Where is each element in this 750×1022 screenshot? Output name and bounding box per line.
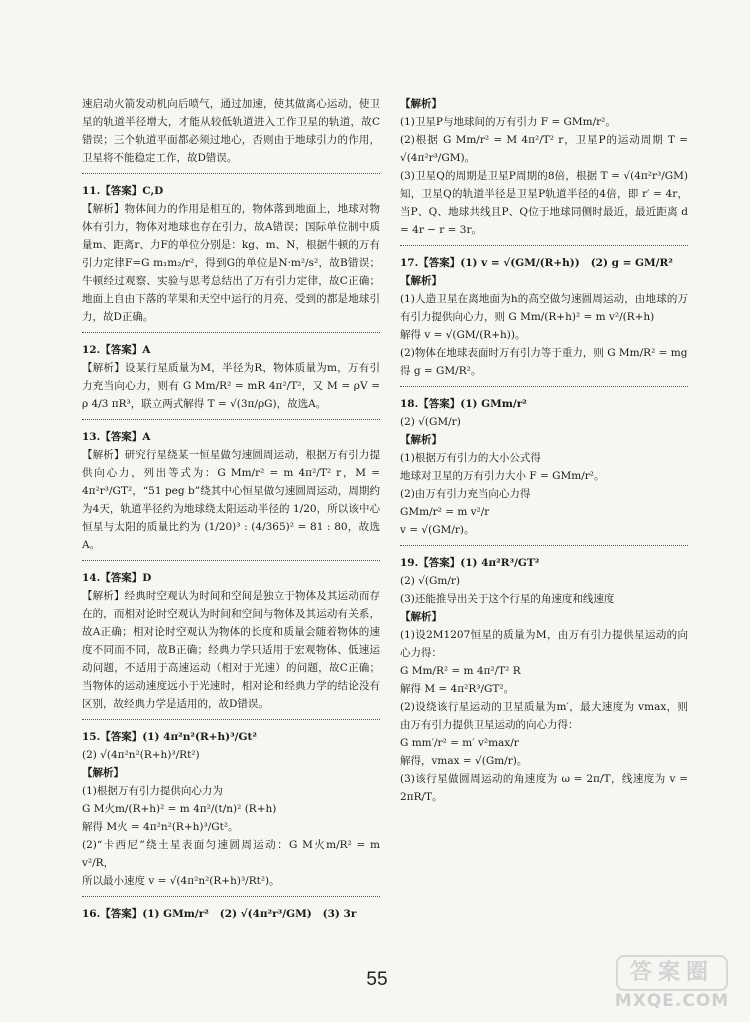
left-block-1	[82, 182, 380, 326]
analysis-heading: 【解析】	[400, 434, 442, 446]
divider	[82, 332, 380, 333]
answer-heading: 17.【答案】(1) v = √(GM/(R+h)) (2) g = GM/R²	[400, 257, 673, 269]
analysis-heading: 【解析】	[400, 98, 442, 110]
divider	[82, 560, 380, 561]
right-column	[400, 95, 692, 806]
formula-line: G Mm/R² = m 4π²/T² R	[400, 665, 521, 677]
answer-text: (3)卫星Q的周期是卫星P周期的8倍，根据 T = √(4π²r³/GM) 知，卫星Q的轨道半径是卫星P轨道半径的4倍，即 r′ = 4r，当P、Q、地球共线且P、Q位于地球同侧时最近，最近距离 d = 4r − r = 3r。	[400, 170, 692, 236]
divider	[82, 719, 380, 720]
left-block-4	[82, 569, 380, 713]
divider	[82, 419, 380, 420]
answer-text: 【解析】经典时空观认为时间和空间是独立于物体及其运动而存在的，而相对论时空观认为时间和空间与物体及其运动有关系，故A正确；相对论时空观认为物体的长度和质量会随着物体的速度不同而不同，故B正确；经典力学只适用于宏观物体、低速运动问题，不适用于高速运动（相对于光速）的问题，故C正确；当物体的运动速度远小于光速时，相对论和经典力学的结论没有区别，故经典力学是适用的，故D错误。	[82, 590, 380, 710]
answer-text: (1)卫星P与地球间的万有引力 F = GMm/r²。	[400, 116, 616, 128]
divider	[82, 173, 380, 174]
left-block-2	[82, 341, 384, 413]
divider	[400, 386, 688, 387]
answer-text: (1)根据万有引力提供向心力为	[82, 785, 223, 797]
formula-line: (2) √(GM/r)	[400, 416, 461, 428]
answer-text: (3)还能推导出关于这个行星的角速度和线速度	[400, 593, 615, 605]
watermark-text-bottom: MXQE.COM	[614, 991, 730, 1011]
divider	[400, 245, 688, 246]
answer-text: (1)根据万有引力的大小公式得	[400, 452, 541, 464]
answer-text: (2)“卡西尼”绕土星表面匀速圆周运动：G M火m/R² = m v²/R，	[82, 839, 384, 869]
answer-heading: 14.【答案】D	[82, 572, 152, 584]
answer-text: (2)由万有引力充当向心力得	[400, 488, 531, 500]
formula-line: G mm′/r² = m′ v²max/r	[400, 737, 519, 749]
answer-heading: 15.【答案】(1) 4π²n²(R+h)³/Gt²	[82, 731, 257, 743]
answer-heading: 19.【答案】(1) 4π²R³/GT²	[400, 557, 540, 569]
answer-text: (3)该行星做圆周运动的角速度为 ω = 2π/T，线速度为 v = 2πR/T。	[400, 773, 692, 803]
answer-text: 【解析】物体间力的作用是相互的，物体落到地面上，地球对物体有引力，物体对地球也存在引力，故A错误；国际单位制中质量m、距离r、力F的单位分别是：kg、m、N，根据牛顿的万有引力定律F=G m₁m₂/r²，得到G的单位是N·m²/s²，故B错误；牛顿经过观察、实验与思考总结出了万有引力定律，故C正确；地面上自由下落的苹果和天空中运行的月亮，受到的都是地球引力，故D正确。	[82, 203, 380, 323]
analysis-heading: 【解析】	[400, 275, 442, 287]
left-block-3	[82, 428, 384, 554]
answer-text: (2) √(4π²n²(R+h)³/Rt²)	[82, 749, 200, 761]
answer-text: 【解析】设某行星质量为M，半径为R，物体质量为m，万有引力充当向心力，则有 G Mm/R² = mR 4π²/T²，又 M = ρV = ρ 4/3 πR³，联立两式解得 T = √(3π/ρG)，故选A。	[82, 362, 384, 410]
page-number: 55	[366, 969, 388, 990]
formula-line: v = √(GM/r)。	[400, 524, 475, 536]
formula-line: GMm/r² = m v²/r	[400, 506, 490, 518]
right-block-1	[400, 254, 688, 380]
answer-text: (2)设绕该行星运动的卫星质量为m′，最大速度为 vmax，则由万有引力提供卫星运动的向心力得：	[400, 701, 688, 731]
answer-text: (2)根据 G Mm/r² = M 4π²/T² r，卫星P的运动周期 T = √(4π²r³/GM)。	[400, 134, 692, 164]
formula-line: 解得 v = √(GM/(R+h))。	[400, 329, 526, 341]
answer-text: 速启动火箭发动机向后喷气，通过加速，使其做离心运动，使卫星的轨道半径增大，才能从较低轨道进入工作卫星的轨道，故C错误；三个轨道平面都必须过地心，否则由于地球引力的作用，卫星将不能稳定工作，故D错误。	[82, 98, 380, 164]
right-block-3	[400, 554, 692, 806]
left-block-5	[82, 728, 384, 890]
formula-line: 得 g = GM/R²。	[400, 365, 482, 377]
answer-text: 【解析】研究行星绕某一恒星做匀速圆周运动，根据万有引力提供向心力，列出等式为：G Mm/r² = m 4π²/T² r，M = 4π²r³/GT²，“51 peg b”绕其中心恒星做匀速圆周运动，周期约为4天，轨道半径约为地球绕太阳运动半径的 1/20，所以该中心恒星与太阳的质量比约为 (1/20)³ : (4/365)² = 81 : 80，故选A。	[82, 449, 384, 551]
left-column	[82, 95, 384, 923]
formula-line: 解得 M火 = 4π²n²(R+h)³/Gt²。	[82, 821, 239, 833]
answer-text: 地球对卫星的万有引力大小 F = GMm/r²。	[400, 470, 605, 482]
formula-line: (2) √(Gm/r)	[400, 575, 460, 587]
right-block-2	[400, 395, 688, 539]
answer-heading: 18.【答案】(1) GMm/r²	[400, 398, 527, 410]
answer-text: (2)物体在地球表面时万有引力等于重力，则 G Mm/R² = mg	[400, 347, 688, 359]
left-block-0	[82, 95, 380, 167]
formula-line: 解得，vmax = √(Gm/r)。	[400, 755, 528, 767]
answer-heading: 12.【答案】A	[82, 344, 151, 356]
analysis-heading: 【解析】	[82, 767, 124, 779]
answer-text: (1)设2M1207恒星的质量为M，由万有引力提供星运动的向心力得：	[400, 629, 688, 659]
answer-heading: 13.【答案】A	[82, 431, 151, 443]
left-block-6	[82, 905, 380, 923]
divider	[82, 896, 380, 897]
watermark-logo	[612, 953, 732, 1015]
watermark-text-top: 答案圈	[616, 955, 728, 991]
answer-heading: 16.【答案】(1) GMm/r² (2) √(4π²r³/GM) (3) 3r	[82, 908, 357, 920]
answer-text: (1)人造卫星在离地面为h的高空做匀速圆周运动，由地球的万有引力提供向心力，则 G Mm/(R+h)² = m v²/(R+h)	[400, 293, 688, 323]
answer-heading: 11.【答案】C,D	[82, 185, 164, 197]
divider	[400, 545, 688, 546]
formula-line: G M火m/(R+h)² = m 4π²/(t/n)² (R+h)	[82, 803, 277, 815]
right-block-0	[400, 95, 692, 239]
formula-line: 所以最小速度 v = √(4π²n²(R+h)³/Rt²)。	[82, 875, 280, 887]
formula-line: 解得 M = 4π²R³/GT²。	[400, 683, 515, 695]
analysis-heading: 【解析】	[400, 611, 442, 623]
